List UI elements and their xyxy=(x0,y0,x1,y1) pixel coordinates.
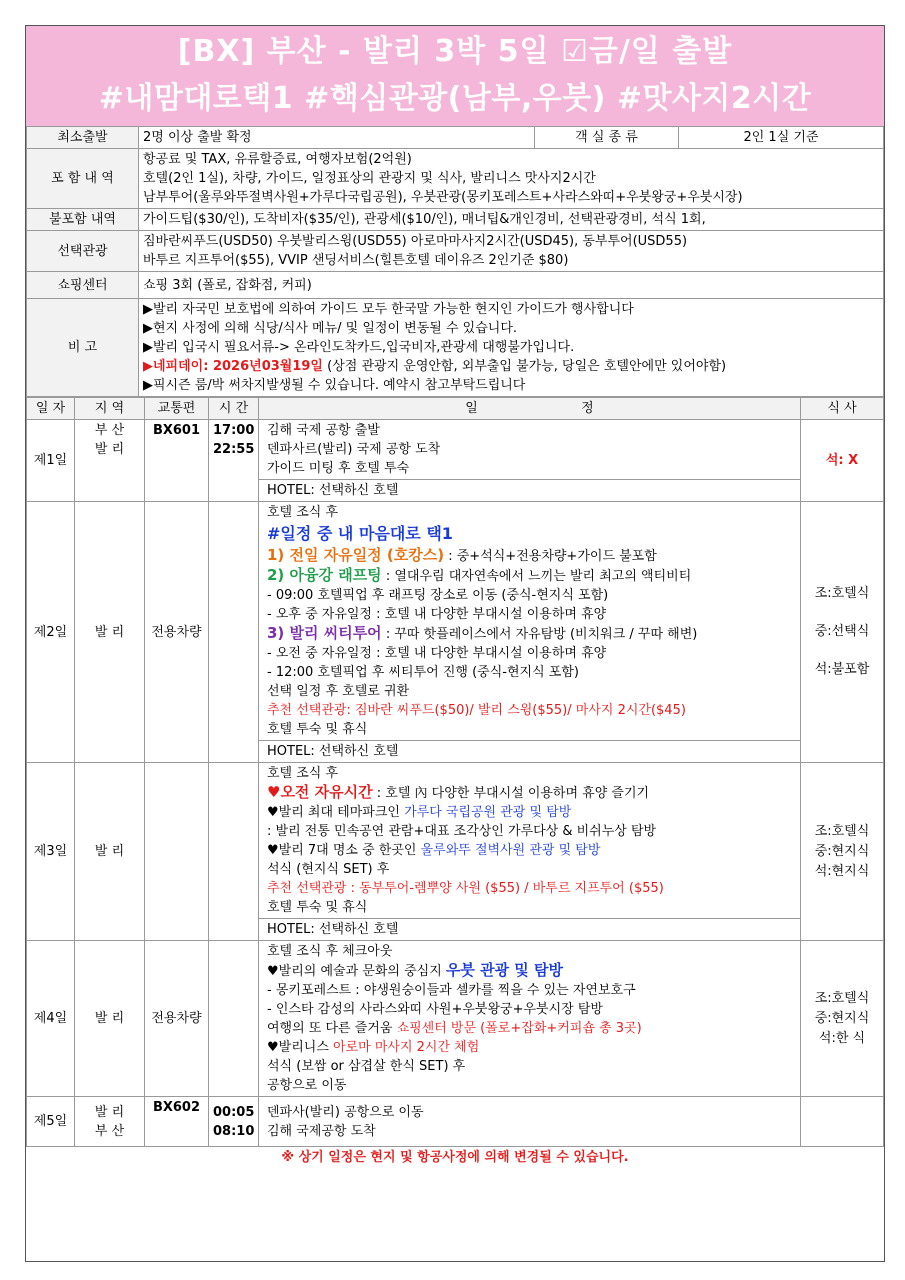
col-day: 일 자 xyxy=(27,398,75,420)
schedule-line: - 몽키포레스트 : 야생원숭이들과 셀카를 찍을 수 있는 자연보호구 xyxy=(267,983,636,998)
flight-number: BX601 xyxy=(145,420,209,502)
schedule-line: 김해 국제공항 도착 xyxy=(267,1123,376,1139)
col-meal: 식 사 xyxy=(801,398,884,420)
footer-notice: ※ 상기 일정은 현지 및 항공사정에 의해 변경될 수 있습니다. xyxy=(281,1150,629,1165)
meal-info xyxy=(801,941,884,1097)
option-title: 1) 전일 자유일정 (호캉스) xyxy=(267,546,445,564)
uluwatu-line xyxy=(267,841,792,860)
time-empty xyxy=(209,941,259,1097)
schedule-table xyxy=(26,397,884,1147)
schedule-line: 석식 (현지식 SET) 후 xyxy=(267,862,390,877)
region xyxy=(75,1097,145,1147)
schedule-cell xyxy=(259,502,801,763)
include-line: 항공료 및 TAX, 유류할증료, 여행자보험(2억원) xyxy=(143,152,412,167)
massage-highlight: 아로마 마사지 2시간 체험 xyxy=(333,1040,480,1055)
banner-title: [BX] 부산 - 발리 3박 5일 ☑금/일 출발 xyxy=(177,34,733,69)
time: 22:55 xyxy=(213,442,255,457)
ubud-pre: ♥발리의 예술과 문화의 중심지 xyxy=(267,964,446,979)
shopping-label: 쇼핑센터 xyxy=(27,272,139,299)
day-label: 제3일 xyxy=(27,763,75,941)
flight-number: BX602 xyxy=(145,1097,209,1147)
schedule-line: - 오후 중 자유일정 : 호텔 내 다양한 부대시설 이용하며 휴양 xyxy=(267,607,607,622)
schedule-cell xyxy=(259,420,801,502)
shopping-value: 쇼핑 3회 (폴로, 잡화점, 커피) xyxy=(139,272,884,299)
col-schedule: 일 정 xyxy=(259,398,801,420)
option-desc: : 꾸따 핫플레이스에서 자유탐방 (비치워크 / 꾸따 해변) xyxy=(381,627,698,642)
ubud-line xyxy=(267,961,792,981)
meal-info xyxy=(801,763,884,941)
col-transport: 교통편 xyxy=(145,398,209,420)
dinner: 석:한 식 xyxy=(818,1030,866,1046)
room-type-label: 객 실 종 류 xyxy=(535,127,679,149)
option-3 xyxy=(267,624,792,644)
meal-empty xyxy=(801,1097,884,1147)
breakfast: 조:호텔식 xyxy=(814,586,870,601)
day-row xyxy=(27,763,884,941)
schedule-line: - 09:00 호텔픽업 후 래프팅 장소로 이동 (중식-현지식 포함) xyxy=(267,588,609,603)
breakfast: 조:호텔식 xyxy=(814,990,870,1006)
schedule-line: 김해 국제 공항 출발 xyxy=(267,423,380,438)
include-value xyxy=(139,149,884,209)
transport: 전용차량 xyxy=(145,941,209,1097)
region: 발 리 xyxy=(75,763,145,941)
region-line: 부 산 xyxy=(94,1123,125,1139)
remarks-value xyxy=(139,299,884,397)
garuda-pre: ♥발리 최대 테마파크인 xyxy=(267,805,405,820)
region-line: 부 산 xyxy=(94,423,125,438)
exclude-value: 가이드팁($30/인), 도착비자($35/인), 관광세($10/인), 매너팁&개인경비, 선택관광경비, 석식 1회, xyxy=(139,209,884,231)
transport-empty xyxy=(145,763,209,941)
option-title: 3) 발리 씨티투어 xyxy=(267,624,382,642)
schedule-line: 가이드 미팅 후 호텔 투숙 xyxy=(267,461,410,476)
time: 00:05 xyxy=(213,1104,255,1120)
uluwatu-pre: ♥발리 7대 명소 중 한곳인 xyxy=(267,843,421,858)
day-row xyxy=(27,420,884,502)
schedule-line: : 발리 전통 민속공연 관람+대표 조각상인 가루다상 & 비쉬누상 탐방 xyxy=(267,824,657,839)
schedule-line: - 12:00 호텔픽업 후 씨티투어 진행 (중식-현지식 포함) xyxy=(267,665,579,680)
hotel-line: HOTEL: 선택하신 호텔 xyxy=(259,918,800,940)
col-time: 시 간 xyxy=(209,398,259,420)
hotel-line: HOTEL: 선택하신 호텔 xyxy=(259,740,800,762)
info-table xyxy=(26,126,884,397)
dinner: 석:현지식 xyxy=(814,863,870,879)
schedule-line: - 오전 중 자유일정 : 호텔 내 다양한 부대시설 이용하며 휴양 xyxy=(267,646,607,661)
min-departure-value: 2명 이상 출발 확정 xyxy=(139,127,535,149)
option-1 xyxy=(267,546,792,566)
schedule-line: 공항으로 이동 xyxy=(267,1078,347,1093)
nyepi-note: (상점 관광지 운영안함, 외부출입 불가능, 당일은 호텔안에만 있어야함) xyxy=(323,359,727,374)
flight-times xyxy=(209,420,259,502)
region xyxy=(75,420,145,502)
exclude-label: 불포함 내역 xyxy=(27,209,139,231)
schedule-line: 선택 일정 후 호텔로 귀환 xyxy=(267,684,410,699)
remark-nyepi xyxy=(143,357,879,376)
meal-info xyxy=(801,502,884,763)
remark-line: ▶픽시즌 룸/박 써차지발생될 수 있습니다. 예약시 참고부탁드립니다 xyxy=(143,378,526,393)
recommended-options: 추천 선택관광 : 동부투어-렘뿌양 사원 ($55) / 바투르 지프투어 ($55) xyxy=(267,881,664,896)
recommended-options: 추천 선택관광: 짐바란 씨푸드($50)/ 발리 스윙($55)/ 마사지 2시간($45) xyxy=(267,703,686,718)
optional-tour-line: 짐바란씨푸드(USD50) 우붓발리스윙(USD55) 아로마마사지2시간(USD45), 동부투어(USD55) xyxy=(143,234,688,249)
ubud-highlight: 우붓 관광 및 탐방 xyxy=(445,961,563,979)
schedule-line: 호텔 투숙 및 휴식 xyxy=(267,722,368,737)
schedule-line: 호텔 조식 후 체크아웃 xyxy=(267,944,393,959)
garuda-highlight: 가루다 국립공원 관광 및 탐방 xyxy=(404,805,572,820)
day-label: 제5일 xyxy=(27,1097,75,1147)
dinner: 석:불포함 xyxy=(814,662,870,677)
remarks-label: 비 고 xyxy=(27,299,139,397)
option-2 xyxy=(267,566,792,586)
meal-info: 석: X xyxy=(801,420,884,502)
col-region: 지 역 xyxy=(75,398,145,420)
region: 발 리 xyxy=(75,502,145,763)
lunch: 중:선택식 xyxy=(814,624,870,639)
lunch: 중:현지식 xyxy=(814,843,870,859)
time: 17:00 xyxy=(213,423,255,438)
time-empty xyxy=(209,763,259,941)
title-banner xyxy=(26,26,884,126)
remark-line: ▶발리 입국시 필요서류-> 온라인도착카드,입국비자,관광세 대행불가입니다. xyxy=(143,340,575,355)
schedule-line: 호텔 조식 후 xyxy=(267,766,339,781)
shopping-highlight: 쇼핑센터 방문 (폴로+잡화+커피숍 총 3곳) xyxy=(396,1021,642,1036)
option-desc: : 열대우림 대자연속에서 느끼는 발리 최고의 액티비티 xyxy=(381,569,692,584)
room-type-value: 2인 1실 기준 xyxy=(679,127,884,149)
schedule-line: 호텔 투숙 및 휴식 xyxy=(267,900,368,915)
massage-line xyxy=(267,1038,792,1057)
min-departure-label: 최소출발 xyxy=(27,127,139,149)
shopping-pre: 여행의 또 다른 즐거움 xyxy=(267,1021,397,1036)
banner-hashtags: #내맘대로택1 #핵심관광(남부,우붓) #맛사지2시간 xyxy=(98,81,812,116)
region: 발 리 xyxy=(75,941,145,1097)
nyepi-date: ▶네피데이: 2026년03월19일 xyxy=(143,359,323,374)
include-line: 남부투어(울루와뚜절벽사원+가루다국립공원), 우붓관광(몽키포레스트+사라스와띠+우붓왕궁+우붓시장) xyxy=(143,190,743,205)
free-time-desc: : 호텔 內 다양한 부대시설 이용하며 휴양 즐기기 xyxy=(372,786,650,801)
massage-pre: ♥발리니스 xyxy=(267,1040,334,1055)
day-row xyxy=(27,941,884,1097)
schedule-line: 호텔 조식 후 xyxy=(267,505,339,520)
day-row xyxy=(27,1097,884,1147)
schedule-cell xyxy=(259,941,801,1097)
schedule-line: - 인스타 감성의 사라스와띠 사원+우붓왕궁+우붓시장 탐방 xyxy=(267,1002,603,1017)
schedule-line: 덴파사르(발리) 국제 공항 도착 xyxy=(267,442,441,457)
schedule-cell xyxy=(259,763,801,941)
day-row xyxy=(27,502,884,763)
region-line: 발 리 xyxy=(94,1104,125,1120)
option-title: 2) 아융강 래프팅 xyxy=(267,566,382,584)
pick-one-heading: #일정 중 내 마음대로 택1 xyxy=(267,524,453,543)
breakfast: 조:호텔식 xyxy=(814,823,870,839)
hotel-line: HOTEL: 선택하신 호텔 xyxy=(259,479,800,501)
schedule-line: 석식 (보쌈 or 삼겹살 한식 SET) 후 xyxy=(267,1059,466,1074)
itinerary-page xyxy=(25,25,885,1262)
region-line: 발 리 xyxy=(94,442,125,457)
free-time-title: ♥오전 자유시간 xyxy=(267,783,373,801)
optional-tour-label: 선택관광 xyxy=(27,231,139,272)
include-label: 포 함 내 역 xyxy=(27,149,139,209)
transport: 전용차량 xyxy=(145,502,209,763)
schedule-cell xyxy=(259,1097,801,1147)
optional-tour-value xyxy=(139,231,884,272)
time-empty xyxy=(209,502,259,763)
free-time xyxy=(267,783,792,803)
include-line: 호텔(2인 1실), 차량, 가이드, 일정표상의 관광지 및 식사, 발리니스 맛사지2시간 xyxy=(143,171,596,186)
option-desc: : 중+석식+전용차량+가이드 불포함 xyxy=(444,549,657,564)
shopping-line xyxy=(267,1019,792,1038)
remark-line: ▶발리 자국민 보호법에 의하여 가이드 모두 한국말 가능한 현지인 가이드가 행사합니다 xyxy=(143,302,634,317)
schedule-line: 덴파사(발리) 공항으로 이동 xyxy=(267,1104,424,1120)
time: 08:10 xyxy=(213,1123,255,1139)
flight-times xyxy=(209,1097,259,1147)
day-label: 제2일 xyxy=(27,502,75,763)
garuda-line xyxy=(267,803,792,822)
lunch: 중:현지식 xyxy=(814,1010,870,1026)
day-label: 제4일 xyxy=(27,941,75,1097)
remark-line: ▶현지 사정에 의해 식당/식사 메뉴/ 및 일정이 변동될 수 있습니다. xyxy=(143,321,518,336)
day-label: 제1일 xyxy=(27,420,75,502)
uluwatu-highlight: 울루와뚜 절벽사원 관광 및 탐방 xyxy=(420,843,601,858)
optional-tour-line: 바투르 지프투어($55), VVIP 샌딩서비스(힐튼호텔 데이유즈 2인기준 $80) xyxy=(143,253,569,268)
